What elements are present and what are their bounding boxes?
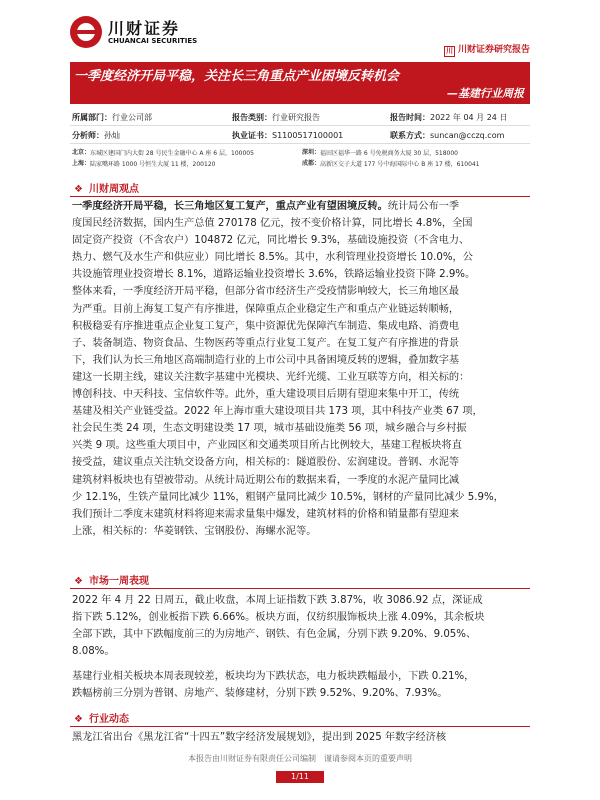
- text-line: 2022 年 4 月 22 日周五，截止收盘，本周上证指数下跌 3.87%，收 3086.92 点，深证成: [72, 595, 483, 606]
- page-number: 1/11: [276, 771, 324, 783]
- meta-row: [70, 126, 530, 144]
- analyst-value: 孙灿: [104, 131, 120, 140]
- logo-chinese-name: 川财证券: [108, 19, 181, 38]
- line-text: 上涨，相关标的：华菱钢铁、宝钢股份、海螺水泥等。: [72, 525, 317, 537]
- text-line: [72, 472, 530, 489]
- text-line: 全部下跌，其中下跌幅度前三的为房地产、钢铁、有色金属，分别下跌 9.20%、9.05%、: [72, 629, 477, 641]
- section-heading-industry: [74, 710, 129, 725]
- line-text: 热力、燃气及水生产和供应业）同比增长 8.5%。其中，水利管理业投资增长 10.0%，公: [72, 252, 473, 264]
- text-line: [72, 523, 530, 540]
- text-line: [72, 232, 530, 249]
- date-label: 报告时间：: [390, 113, 430, 122]
- line-text: 整体来看，一季度经济开局平稳，但部分省市经济生产受疫情影响较大，长三角地区最: [72, 286, 460, 298]
- text-line: [72, 386, 530, 403]
- text-line: [72, 489, 530, 506]
- line-text: 建筑材料板块也有望被带动。从统计局近期公布的数据来看，一季度的水泥产量同比减: [72, 474, 460, 486]
- brand-square-icon: 川: [445, 47, 453, 55]
- dept-value: 行业公司部: [112, 113, 152, 122]
- line-text: 兴类 9 项。这些重大项目中，产业园区和交通类项目所占比例较大，基建工程板块将直: [72, 440, 462, 452]
- shenzhen-address: 福田区福华一路 6 号免税商务大厦 30 层，518000: [320, 150, 459, 157]
- report-title: 一季度经济开局平稳，关注长三角重点产业困境反转机会: [74, 69, 400, 84]
- line-text: 度国民经济数据，国内生产总值 270178 亿元，按不变价格计算，同比增长 4.8%，全国: [72, 218, 473, 230]
- beijing-label: 北京：: [72, 149, 91, 156]
- market-paragraph-2: [72, 668, 530, 702]
- chengdu-address: 高新区交子大道 177 号中海国际中心 B 座 17 楼，610041: [320, 161, 480, 168]
- text-line: [72, 215, 530, 232]
- analyst-label: 分析师：: [72, 131, 104, 140]
- line-text: 建这一长期主线，建议关注数字基建中光模块、光纤光缆、工业互联等方向，相关标的：: [72, 371, 470, 383]
- section-heading-view: [74, 180, 139, 195]
- footer-disclaimer: 本报告由川财证券有限责任公司编制 谨请参阅本页的重要声明: [188, 754, 412, 763]
- logo-mark-icon: [70, 16, 102, 48]
- office-addresses: [70, 146, 530, 168]
- text-line: [72, 249, 530, 266]
- market-paragraph-1: [72, 592, 530, 660]
- chengdu-label: 成都：: [302, 160, 321, 167]
- line-text: 下，我们认为长三角地区高端制造行业的上市公司中具备困境反转的逻辑，叠加数字基: [72, 354, 460, 366]
- line-text: 积极稳妥有序推进重点企业复工复产，集中资源优先保障汽车制造、集成电路、消费电: [72, 320, 460, 332]
- section-rule: [70, 588, 530, 589]
- text-line: [72, 437, 530, 454]
- text-line: [72, 420, 530, 437]
- cert-label: 执业证书：: [232, 131, 272, 140]
- header-text: 川财证券研究报告: [457, 45, 530, 55]
- cert-value: S1100517100001: [272, 131, 344, 140]
- line-text: 接受益，建议重点关注轨交设备方向，相关标的：隧道股份、宏润建设。普钢、水泥等: [72, 457, 460, 469]
- diamond-icon: ❖: [74, 576, 83, 587]
- text-line: [72, 198, 530, 215]
- report-header-label: [444, 42, 530, 57]
- contact-label: 联系方式：: [390, 131, 430, 140]
- section-title: 行业动态: [88, 714, 129, 725]
- company-logo: [70, 16, 210, 52]
- section-rule: [70, 726, 530, 727]
- line-text: 为严重。目前上海复工复产有序推进，保障重点企业稳定生产和重点产业链运转顺畅，: [72, 303, 460, 315]
- shanghai-address: 陆家嘴环路 1000 号恒生大厦 11 楼，200120: [90, 161, 216, 168]
- contact-value: suncan@cczq.com: [430, 131, 505, 140]
- title-banner: [70, 62, 530, 104]
- section-title: 市场一周表现: [88, 576, 149, 587]
- line-text: 我们预计二季度末建筑材料将迎来需求量集中爆发，建筑材料的价格和销量都有望迎来: [72, 508, 460, 520]
- line-text: 社会民生类 24 项，生态文明建设类 17 项，城市基础设施类 56 项，城乡融合与乡村振: [72, 423, 467, 435]
- text-line: [72, 454, 530, 471]
- beijing-address: 东城区建国门内大街 28 号民生金融中心 A 座 6 层，100005: [90, 150, 254, 157]
- line-text: 少 12.1%，生铁产量同比减少 11%，粗钢产量同比减少 10.5%，钢材的产量同比减少 5.9%，: [72, 491, 504, 503]
- text-line: [72, 266, 530, 283]
- text-line: 指下跌 5.12%，创业板指下跌 6.66%。板块方面，仅纺织服饰板块上涨 4.09%，其余板块: [72, 612, 485, 624]
- type-label: 报告类别：: [232, 113, 272, 122]
- line-text: 固定资产投资（不含农户）104872 亿元，同比增长 9.3%，基础设施投资（不含电力、: [72, 235, 470, 247]
- diamond-icon: ❖: [74, 184, 83, 195]
- section-rule: [70, 196, 530, 197]
- view-paragraph: [72, 198, 530, 540]
- text-line: [72, 369, 530, 386]
- type-value: 行业研究报告: [272, 113, 320, 122]
- diamond-icon: ❖: [74, 714, 83, 725]
- text-line: [72, 403, 530, 420]
- line-text: 统计局公布一季: [387, 201, 460, 212]
- text-line: [72, 301, 530, 318]
- dept-label: 所属部门：: [72, 113, 112, 122]
- meta-row: [70, 108, 530, 126]
- text-line: [72, 318, 530, 335]
- text-line: [72, 506, 530, 523]
- line-text: 博创科技、中天科技、宝信软件等。此外，重大建设项目后期有望迎来集中开工，传统: [72, 389, 460, 401]
- logo-english-name: CHUANCAI SECURITIES: [108, 37, 198, 45]
- text-line: [72, 335, 530, 352]
- text-line: 基建行业相关板块本周表现较差，板块均为下跌状态，电力板块跌幅最小，下跌 0.21%，: [72, 671, 475, 682]
- line-text: 子、装备制造、物资食品、生物医药等重点行业复工复产。在复工复产有序推进的背景: [72, 337, 460, 349]
- industry-paragraph: 黑龙江省出台《黑龙江省“十四五”数字经济发展规划》，提出到 2025 年数字经济核: [72, 732, 447, 743]
- section-heading-market: [74, 572, 149, 587]
- text-line: 跌幅榜前三分别为普钢、房地产、装修建材，分别下跌 9.52%、9.20%、7.93%。: [72, 688, 448, 700]
- text-line: [72, 352, 530, 369]
- line-text: 基建及相关产业链受益。2022 年上海市重大建设项目共 173 项，其中科技产业类 67 项，: [72, 406, 483, 418]
- shanghai-label: 上海：: [72, 160, 91, 167]
- text-line: 8.08%。: [72, 646, 115, 658]
- report-subtitle: —基建行业周报: [447, 87, 524, 100]
- date-value: 2022 年 04 月 24 日: [430, 113, 508, 122]
- meta-table: [70, 108, 530, 144]
- line-text: 共设施管理业投资增长 8.1%，道路运输业投资增长 3.6%，铁路运输业投资下降 2.9%。: [72, 269, 476, 281]
- section-title: 川财周观点: [88, 184, 139, 195]
- bold-lead: 一季度经济开局平稳，长三角地区复工复产，重点产业有望困境反转。: [72, 201, 388, 212]
- text-line: [72, 283, 530, 300]
- shenzhen-label: 深圳：: [302, 149, 321, 156]
